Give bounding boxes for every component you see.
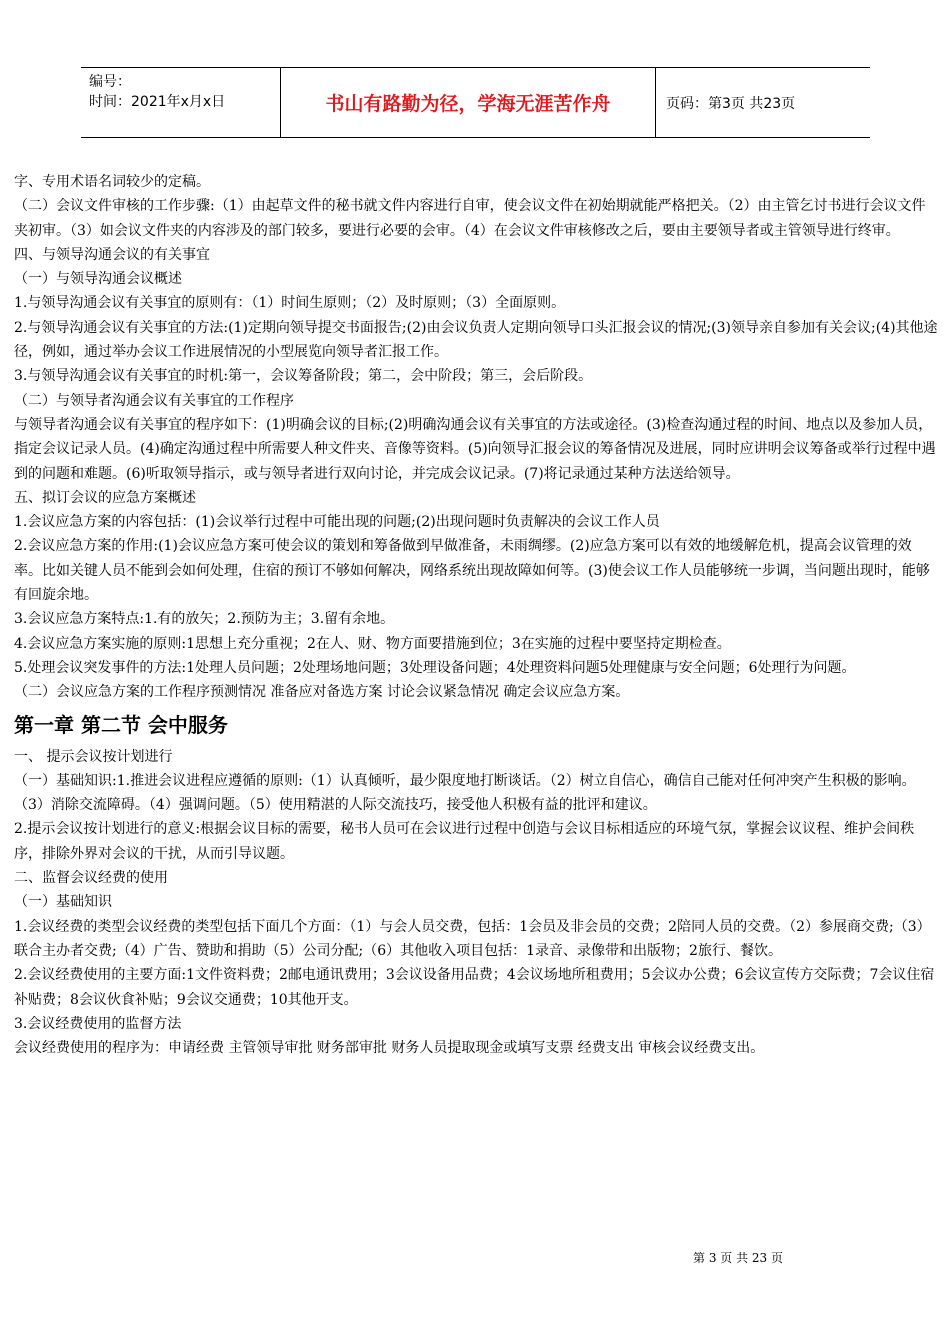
page-label: 页码：第3页 共23页 xyxy=(666,95,796,112)
paragraph: 3.会议应急方案特点:1.有的放矢；2.预防为主；3.留有余地。 xyxy=(14,611,395,628)
paragraph: 会议经费使用的程序为：申请经费 主管领导审批 财务部审批 财务人员提取现金或填写支票 经费支出 审核会议经费支出。 xyxy=(14,1040,765,1057)
page-footer: 第 3 页 共 23 页 xyxy=(693,1251,783,1265)
paragraph: 2.会议应急方案的作用:(1)会议应急方案可使会议的策划和筹备做到早做准备，未雨绸缪。(2)应急方案可以有效的地缓解危机，提高会议管理的效率。比如关键人员不能到会如何处理，住宿的预订不够如何解决，网络系统出现故障如何等。(3)使会议工作人员能够统一步调，当问题出现时，能够有回旋余地。 xyxy=(14,538,930,604)
paragraph: 五、拟订会议的应急方案概述 xyxy=(14,489,196,506)
page-header xyxy=(81,67,870,138)
motto: 书山有路勤为径，学海无涯苦作舟 xyxy=(281,68,656,137)
time-label: 时间：2021年x月x日 xyxy=(89,94,226,110)
paragraphs-part-a xyxy=(14,170,938,705)
paragraph: 5.处理会议突发事件的方法:1处理人员问题；2处理场地问题；3处理设备问题；4处理资料问题5处理健康与安全问题；6处理行为问题。 xyxy=(14,659,856,676)
paragraph: （二）与领导者沟通会议有关事宜的工作程序 xyxy=(14,392,294,409)
paragraphs-part-b xyxy=(14,745,938,1061)
paragraph: （二）会议应急方案的工作程序预测情况 准备应对备选方案 讨论会议紧急情况 确定会议应急方案。 xyxy=(14,684,630,701)
paragraph: 一、 提示会议按计划进行 xyxy=(14,748,173,765)
paragraph: 2.会议经费使用的主要方面:1文件资料费；2邮电通讯费用；3会议设备用品费；4会议场地所租费用；5会议办公费；6会议宣传方交际费；7会议住宿补贴费；8会议伙食补贴；9会议交通费；10其他开支。 xyxy=(14,967,935,1008)
paragraph: （二）会议文件审核的工作步骤:（1）由起草文件的秘书就文件内容进行自审，使会议文件在初始期就能严格把关。（2）由主管乞讨书进行会议文件夹初审。（3）如会议文件夹的内容涉及的部门较多，要进行必要的会审。（4）在会议文件审核修改之后，要由主要领导者或主管领导进行终审。 xyxy=(14,198,926,239)
document-body xyxy=(14,170,938,1060)
paragraph: 4.会议应急方案实施的原则:1思想上充分重视；2在人、财、物方面要措施到位；3在实施的过程中要坚持定期检查。 xyxy=(14,635,731,652)
paragraph: 1.会议经费的类型会议经费的类型包括下面几个方面：（1）与会人员交费，包括：1会员及非会员的交费；2陪同人员的交费。（2）参展商交费;（3）联合主办者交费;（4）广告、赞助和捐助（5）公司分配;（6）其他收入项目包括：1录音、录像带和出版物；2旅行、餐饮。 xyxy=(14,918,931,959)
paragraph: 3.会议经费使用的监督方法 xyxy=(14,1015,182,1032)
section-title: 第一章 第二节 会中服务 xyxy=(14,712,228,737)
paragraph: 2.提示会议按计划进行的意义:根据会议目标的需要，秘书人员可在会议进行过程中创造与会议目标相适应的环境气氛，掌握会议议程、维护会间秩序，排除外界对会议的干扰，从而引导议题。 xyxy=(14,821,915,862)
paragraph: （一）与领导沟通会议概述 xyxy=(14,271,182,288)
number-label: 编号： xyxy=(89,74,131,90)
paragraph: 1.与领导沟通会议有关事宜的原则有：（1）时间生原则；（2）及时原则；（3）全面原则。 xyxy=(14,295,566,312)
paragraph: 2.与领导沟通会议有关事宜的方法:(1)定期向领导提交书面报告;(2)由会议负责人定期向领导口头汇报会议的情况;(3)领导亲自参加有关会议;(4)其他途径，例如，通过举办会议工作进展情况的小型展览向领导者汇报工作。 xyxy=(14,319,938,361)
paragraph: 四、与领导沟通会议的有关事宜 xyxy=(14,246,210,263)
paragraph: 二、监督会议经费的使用 xyxy=(14,870,168,887)
paragraph: 字、专用术语名词较少的定稿。 xyxy=(14,174,210,190)
paragraph: 1.会议应急方案的内容包括：(1)会议举行过程中可能出现的问题;(2)出现问题时负责解决的会议工作人员 xyxy=(14,514,660,531)
paragraph: （一）基础知识:1.推进会议进程应遵循的原则:（1）认真倾听，最少限度地打断谈话。（2）树立自信心，确信自己能对任何冲突产生积极的影响。（3）消除交流障碍。（4）强调问题。（5）使用精湛的人际交流技巧，接受他人积极有益的批评和建议。 xyxy=(14,772,916,814)
paragraph: 3.与领导沟通会议有关事宜的时机:第一，会议筹备阶段；第二，会中阶段；第三，会后阶段。 xyxy=(14,368,593,385)
header-meta xyxy=(81,68,281,137)
paragraph: （一）基础知识 xyxy=(14,894,112,911)
paragraph: 与领导者沟通会议有关事宜的程序如下：(1)明确会议的目标;(2)明确沟通会议有关事宜的方法或途径。(3)检查沟通过程的时间、地点以及参加人员，指定会议记录人员。(4)确定沟通过程中所需要人种文件夹、音像等资料。(5)向领导汇报会议的筹备情况及进展，同时应讲明会议筹备或举行过程中遇到的问题和难题。(6)听取领导指示，或与领导者进行双向讨论，并完成会议记录。(7)将记录通过某种方法送给领导。 xyxy=(14,416,936,482)
